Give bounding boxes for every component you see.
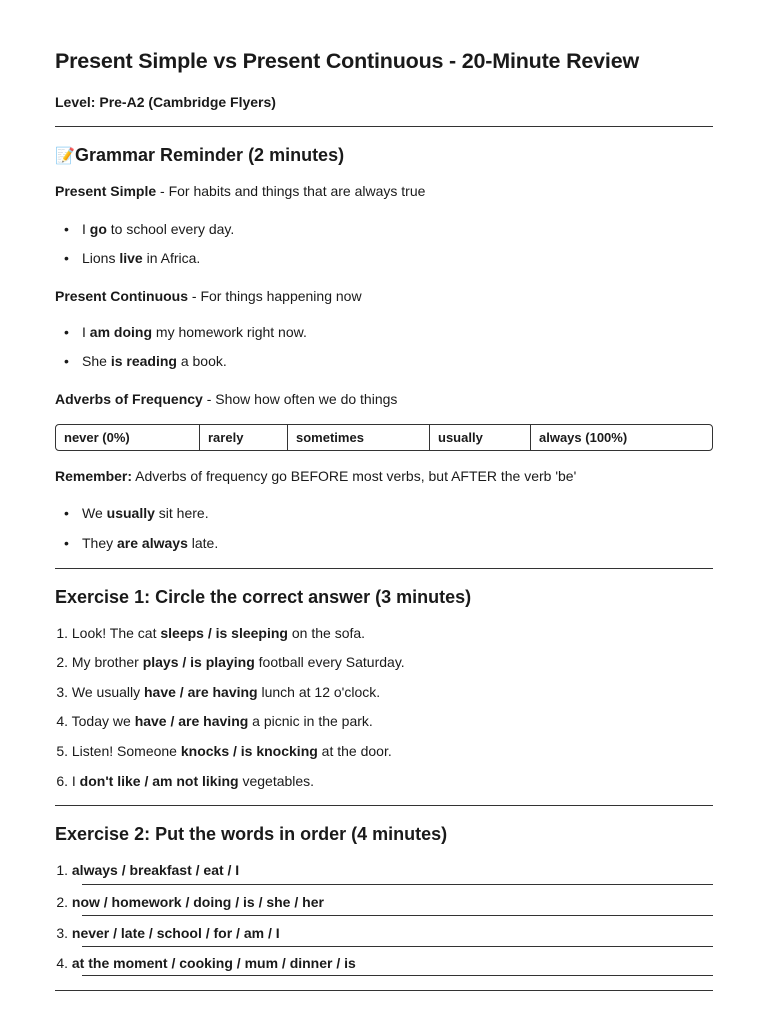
description: - For habits and things that are always true [156,183,426,199]
page-title: Present Simple vs Present Continuous - 20-Minute Review [55,49,639,73]
table-cell: always (100%) [539,430,628,445]
list-item: 1. Look! The cat sleeps / is sleeping on the sofa. [56,625,366,641]
list-item: 2. now / homework / doing / is / she / her [56,894,324,910]
list-item: 3. We usually have / are having lunch at 12 o'clock. [56,684,381,700]
list-item: 2. My brother plays / is playing football every Saturday. [56,654,405,670]
term: Present Simple [55,183,157,199]
list-item: • They are always late. [55,535,218,551]
answer-line [82,946,713,947]
table-cell: usually [430,425,531,450]
list-item: 1. always / breakfast / eat / I [56,862,240,878]
term: Adverbs of Frequency [55,391,203,407]
description: Adverbs of frequency go BEFORE most verbs, but AFTER the verb 'be' [132,468,577,484]
table-cell: rarely [200,425,288,450]
answer-line [82,915,713,916]
list-item: • She is reading a book. [55,353,227,369]
table-cell: sometimes [288,425,430,450]
list-item: 6. I don't like / am not liking vegetables. [56,773,315,789]
exercise2-heading: Exercise 2: Put the words in order (4 minutes) [55,824,448,844]
table-cell: never (0%) [56,425,200,450]
list-item: • We usually sit here. [55,505,209,521]
description: - Show how often we do things [202,391,398,407]
list-item: 3. never / late / school / for / am / I [56,925,280,941]
answer-line [82,884,713,885]
list-item: • Lions live in Africa. [55,250,200,266]
list-item: • I go to school every day. [55,221,234,237]
term: Remember: [55,468,133,484]
remember-note [55,468,576,484]
present-simple-def [55,183,425,199]
list-item: • I am doing my homework right now. [55,324,307,340]
exercise1-heading: Exercise 1: Circle the correct answer (3 minutes) [55,587,472,607]
answer-line [82,975,713,976]
divider [55,990,713,991]
list-item: 4. at the moment / cooking / mum / dinner / is [56,955,356,971]
adverbs-table [55,424,713,451]
list-item: 4. Today we have / are having a picnic in the park. [56,713,373,729]
grammar-heading-text: Grammar Reminder (2 minutes) [75,145,345,165]
adverbs-def [55,391,397,407]
grammar-heading [55,145,344,166]
divider [55,805,713,806]
memo-icon: 📝 [55,148,75,165]
present-continuous-def [55,288,362,304]
description: - For things happening now [188,288,362,304]
divider [55,568,713,569]
level-label: Level: Pre-A2 (Cambridge Flyers) [55,94,276,110]
divider [55,126,713,127]
list-item: 5. Listen! Someone knocks / is knocking at the door. [56,743,392,759]
term: Present Continuous [55,288,189,304]
